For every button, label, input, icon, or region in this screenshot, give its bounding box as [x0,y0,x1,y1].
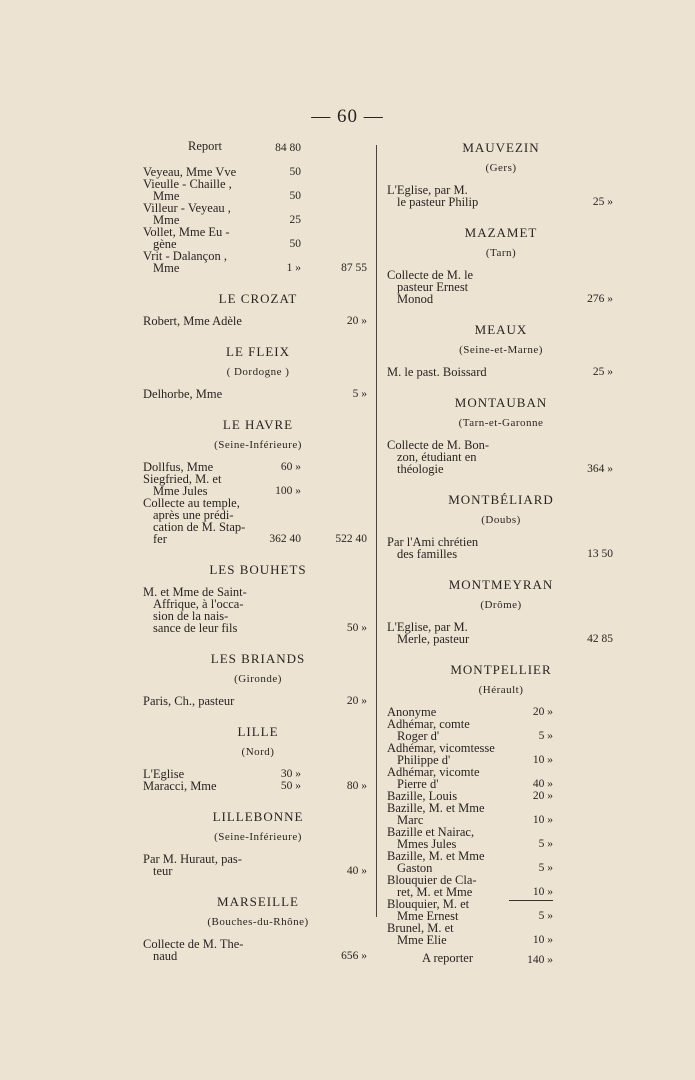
entry-name-line: Bazille, M. et Mme [387,849,485,863]
entry-amount: 40 » [532,778,553,790]
entry-amount: 50 [289,238,301,250]
entry-amount: 25 [289,214,301,226]
location-heading: LE CROZAT [218,291,298,306]
entry-amount: 50 » [280,780,301,792]
location-section [143,809,373,877]
entry-name [143,938,373,962]
location-heading: MONTPELLIER [450,662,552,677]
entry-name-line: L'Eglise, par M. [387,183,468,197]
location-section [143,562,373,634]
entry-name-line: Veyeau, Mme Vve [143,165,237,179]
entry-row [387,874,615,898]
location-department: (Seine-Inférieure) [214,439,302,451]
entry-name-line: théologie [397,462,444,476]
entry-name-line: L'Eglise [143,767,185,781]
entry-name-line: Blouquier, M. et [387,897,470,911]
entry-amount: 20 » [532,790,553,802]
location-entries [387,439,615,475]
location-heading: MEAUX [474,322,528,337]
entry-amount: 1 » [286,262,301,274]
entry-name [387,536,615,560]
entry-name [387,922,615,946]
entry-name-line: Brunel, M. et [387,921,454,935]
entry-row [143,250,373,274]
entry-name [387,850,615,874]
location-heading: LES BOUHETS [209,562,307,577]
entry-name-line: Roger d' [397,729,440,743]
entry-subtotal: 25 » [592,366,613,378]
entry-name-line: Mme Jules [153,484,208,498]
entry-amount: 10 » [532,886,553,898]
location-section [387,492,615,560]
location-heading: MONTBÉLIARD [448,492,554,507]
entry-name [387,826,615,850]
entry-name-line: Siegfried, M. et [143,472,222,486]
location-entries [387,366,615,378]
entry-name-line: Mme Elie [397,933,447,947]
entry-row [143,315,373,327]
entry-name-line: Mme [153,261,180,275]
location-department: (Seine-et-Marne) [459,344,543,356]
entry-name-line: le pasteur Philip [397,195,479,209]
left-column [143,140,373,962]
entry-name [143,780,373,792]
entry-name-line: Gaston [397,861,433,875]
location-entries [387,269,615,305]
location-heading: MAZAMET [464,225,538,240]
location-department: (Hérault) [478,684,524,696]
page-number: — 60 — [311,106,384,127]
entry-subtotal: 87 55 [341,262,367,274]
entry-amount: 50 [289,166,301,178]
entry-name-line: Dollfus, Mme [143,460,214,474]
entry-amount: 10 » [532,814,553,826]
entry-name-line: Par l'Ami chrétien [387,535,479,549]
entry-name-line: M. le past. Boissard [387,365,487,379]
entry-name-line: Affrique, à l'occa- [153,597,244,611]
entry-amount: 5 » [538,862,553,874]
location-department: (Drôme) [480,599,522,611]
entry-name-line: Mmes Jules [397,837,457,851]
location-department: (Doubs) [481,514,521,526]
location-section [143,417,373,545]
location-section [143,894,373,962]
entry-subtotal: 13 50 [587,548,613,560]
entry-name-line: Paris, Ch., pasteur [143,694,235,708]
location-department: (Tarn-et-Garonne [458,417,544,429]
location-entries [143,938,373,962]
entry-amount: 30 » [280,768,301,780]
reporter-label: A reporter [422,951,474,965]
location-section [387,225,615,305]
entry-name [143,178,373,202]
location-department: (Nord) [241,746,275,758]
entry-name [143,586,373,634]
entry-subtotal: 5 » [352,388,367,400]
entry-name-line: Maracci, Mme [143,779,217,793]
location-entries [387,621,615,645]
entry-name-line: des familles [397,547,458,561]
entry-subtotal: 20 » [346,315,367,327]
entry-name [143,202,373,226]
reporter-amount: 140 » [527,954,553,966]
entry-row [387,802,615,826]
entry-name [387,766,615,790]
entry-name [387,874,615,898]
entry-name-line: Bazille et Nairac, [387,825,475,839]
location-entries [143,461,373,545]
entry-name [387,898,615,922]
entry-amount: 5 » [538,838,553,850]
entry-name-line: Merle, pasteur [397,632,470,646]
location-section [387,140,615,208]
entry-amount: 60 » [280,461,301,473]
entry-name [387,718,615,742]
entry-name-line: Robert, Mme Adèle [143,314,242,328]
location-section [387,577,615,645]
entry-row [387,898,615,922]
entry-name-line: Marc [397,813,424,827]
location-entries [387,706,615,946]
location-entries [143,853,373,877]
location-entries [143,315,373,327]
entry-row [143,853,373,877]
entry-name-line: Vieulle - Chaille , [143,177,232,191]
location-entries [143,388,373,400]
entry-subtotal: 80 » [346,780,367,792]
column-divider [376,145,377,917]
location-department: (Gironde) [234,673,282,685]
location-department: (Tarn) [485,247,517,259]
entry-name-line: Adhémar, vicomte [387,765,480,779]
entry-name [143,853,373,877]
entry-name-line: Collecte de M. le [387,268,474,282]
reporter-row [387,952,615,966]
entry-name-line: M. et Mme de Saint- [143,585,247,599]
entry-amount: 5 » [538,730,553,742]
location-entries [387,184,615,208]
entry-subtotal: 50 » [346,622,367,634]
location-section [387,395,615,475]
entry-amount: 362 40 [269,533,301,545]
entry-amount: 50 [289,190,301,202]
entry-name-line: fer [153,532,167,546]
entry-name [143,695,373,707]
entry-name [143,315,373,327]
entry-row [387,922,615,946]
location-section [143,291,373,327]
location-section [387,322,615,378]
entry-name-line: ret, M. et Mme [397,885,473,899]
location-heading: LES BRIANDS [210,651,306,666]
entry-name-line: sance de leur fils [153,621,238,635]
entry-name-line: Mme Ernest [397,909,459,923]
entry-row [387,536,615,560]
entry-row [387,766,615,790]
entry-row [143,473,373,497]
location-department: (Bouches-du-Rhône) [207,916,309,928]
entry-amount: 5 » [538,910,553,922]
entry-name [143,388,373,400]
location-heading: MARSEILLE [217,894,299,909]
entry-row [387,850,615,874]
entry-name [387,184,615,208]
entry-name-line: pasteur Ernest [397,280,469,294]
location-heading: LE FLEIX [226,344,290,359]
location-heading: LILLEBONNE [212,809,304,824]
entry-name-line: Adhémar, comte [387,717,470,731]
location-heading: MAUVEZIN [462,140,540,155]
total-rule [509,900,553,901]
entry-name-line: Philippe d' [397,753,451,767]
entry-name [387,802,615,826]
entry-row [143,938,373,962]
location-section [143,651,373,707]
location-department: (Seine-Inférieure) [214,831,302,843]
entry-name-line: naud [153,949,178,963]
entry-subtotal: 522 40 [335,533,367,545]
left-top-entries [143,166,373,274]
entry-amount: 100 » [275,485,301,497]
entry-name-line: sion de la nais- [153,609,229,623]
entry-row [143,226,373,250]
entry-amount: 20 » [532,706,553,718]
entry-subtotal: 40 » [346,865,367,877]
entry-row [143,497,373,545]
entry-name-line: Mme [153,189,180,203]
entry-name [387,439,615,475]
entry-name-line: L'Eglise, par M. [387,620,468,634]
entry-amount: 10 » [532,754,553,766]
entry-name [143,473,373,497]
location-heading: LE HAVRE [222,417,294,432]
entry-amount: 10 » [532,934,553,946]
entry-row [143,780,373,792]
location-section [143,344,373,400]
location-department: (Gers) [485,162,517,174]
entry-subtotal: 20 » [346,695,367,707]
location-department: ( Dordogne ) [226,366,290,378]
entry-row [143,202,373,226]
entry-name-line: Delhorbe, Mme [143,387,223,401]
entry-name [387,269,615,305]
location-heading: MONTMEYRAN [448,577,554,592]
entry-name [387,366,615,378]
entry-row [387,366,615,378]
entry-subtotal: 656 » [341,950,367,962]
entry-name-line: Bazille, Louis [387,789,458,803]
entry-name-line: après une prédi- [153,508,234,522]
entry-row [143,388,373,400]
entry-name-line: Pierre d' [397,777,439,791]
entry-name-line: Monod [397,292,434,306]
entry-row [143,695,373,707]
report-row [143,140,373,154]
entry-row [387,184,615,208]
entry-name-line: Collecte au temple, [143,496,240,510]
entry-name-line: gène [153,237,177,251]
entry-row [387,826,615,850]
right-column [387,140,615,966]
location-heading: LILLE [237,724,279,739]
entry-name-line: Mme [153,213,180,227]
entry-row [387,718,615,742]
entry-name-line: Collecte de M. Bon- [387,438,490,452]
entry-row [143,178,373,202]
right-sections [387,140,615,946]
entry-name-line: teur [153,864,173,878]
entry-name-line: Adhémar, vicomtesse [387,741,495,755]
location-section [387,662,615,946]
entry-name [387,742,615,766]
location-entries [143,586,373,634]
entry-subtotal: 276 » [587,293,613,305]
entry-subtotal: 25 » [592,196,613,208]
left-sections [143,291,373,962]
entry-name [387,621,615,645]
entry-name-line: Villeur - Veyeau , [143,201,231,215]
entry-name-line: Vollet, Mme Eu - [143,225,230,239]
location-entries [387,536,615,560]
location-entries [143,768,373,792]
location-entries [143,695,373,707]
report-label: Report [188,139,223,153]
entry-row [143,586,373,634]
entry-subtotal: 42 85 [587,633,613,645]
entry-row [387,439,615,475]
entry-row [387,269,615,305]
entry-name-line: Blouquier de Cla- [387,873,477,887]
entry-name-line: Bazille, M. et Mme [387,801,485,815]
entry-row [387,621,615,645]
entry-name-line: Par M. Huraut, pas- [143,852,242,866]
entry-row [387,742,615,766]
entry-subtotal: 364 » [587,463,613,475]
entry-name [143,250,373,274]
entry-name-line: Vrit - Dalançon , [143,249,227,263]
entry-name-line: Collecte de M. The- [143,937,244,951]
entry-name [143,226,373,250]
location-heading: MONTAUBAN [454,395,548,410]
entry-name-line: cation de M. Stap- [153,520,246,534]
entry-name-line: zon, étudiant en [397,450,477,464]
entry-name-line: Anonyme [387,705,437,719]
report-amount: 84 80 [275,142,301,154]
location-section [143,724,373,792]
